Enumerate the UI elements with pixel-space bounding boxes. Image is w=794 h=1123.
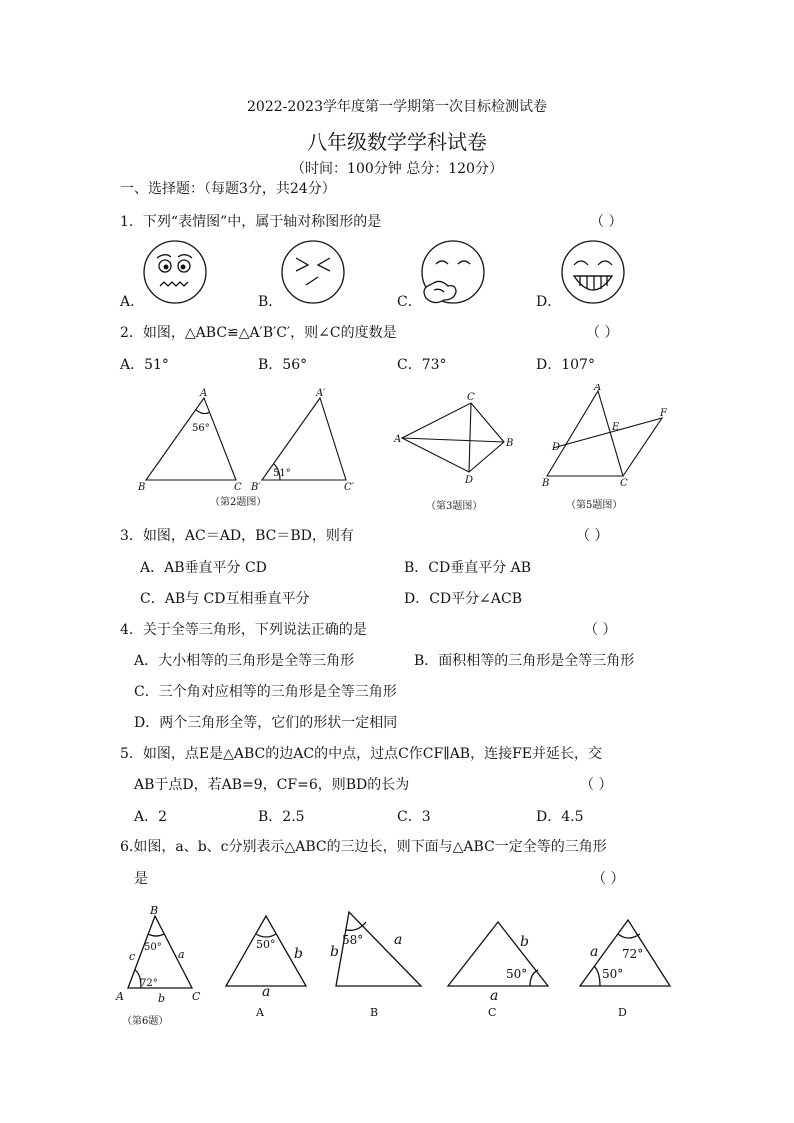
fig5-label-b: B [542, 478, 550, 489]
q3-option-d: D．CD平分∠ACB [404, 591, 523, 607]
fig2-caption: （第2题图） [210, 497, 267, 508]
q6-opt-a-angle: 50° [256, 938, 276, 951]
q3-answer-bracket: （ ） [576, 528, 609, 544]
exam-meta: （时间：100分钟 总分：120分） [291, 161, 503, 177]
fig3-label-b: B [506, 438, 514, 449]
q6-stem-line1: 6.如图，a、b、c分别表示△ABC的三边长，则下面与△ABC一定全等的三角形 [120, 839, 607, 855]
q6-opt-c-side-a: a [490, 988, 499, 1004]
q4-answer-bracket: （ ） [584, 622, 617, 638]
q4-option-a: A．大小相等的三角形是全等三角形 [134, 653, 355, 669]
q1-option-a: A． [120, 294, 145, 310]
q3-option-a: A．AB垂直平分 CD [140, 560, 267, 576]
fig2-label-c2: C′ [344, 482, 354, 493]
q5-stem-line2: AB于点D，若AB=9，CF=6，则BD的长为 [134, 777, 410, 793]
exam-subtitle: 八年级数学学科试卷 [307, 130, 487, 154]
q6-opt-a-side-a: a [262, 984, 271, 1000]
q2-option-d: D．107° [536, 357, 595, 373]
fig5-label-c: C [620, 478, 628, 489]
q6-fig-caption: （第6题） [122, 1016, 169, 1027]
q6-opt-a-side-b: b [294, 946, 303, 962]
emoji-face-a-icon [144, 241, 206, 303]
q6-opt-b-side-a: a [394, 932, 403, 948]
q4-option-d: D．两个三角形全等，它们的形状一定相同 [134, 715, 398, 731]
q6-fig-side-a: a [178, 948, 185, 961]
q2-answer-bracket: （ ） [586, 325, 619, 341]
q6-opt-d-angle-72: 72° [622, 947, 644, 961]
q6-opt-d-angle-50: 50° [602, 967, 624, 981]
q6-fig-label-c: C [192, 990, 201, 1003]
q2-option-a: A．51° [120, 357, 169, 373]
emoji-face-b-icon [282, 241, 344, 303]
q6-fig-side-c: c [129, 950, 136, 963]
q6-opt-c-side-b: b [520, 934, 529, 950]
q6-fig-angle-b: 50° [144, 942, 162, 953]
q6-opt-b-angle: 58° [342, 933, 364, 947]
q6-opt-d-label: D [618, 1006, 627, 1019]
emoji-face-c-icon [422, 241, 484, 303]
fig3-quadrilateral [402, 403, 504, 472]
q1-option-b: B． [258, 294, 283, 310]
q6-opt-c-label: C [488, 1006, 497, 1019]
q3-option-b: B．CD垂直平分 AB [404, 560, 532, 576]
q1-answer-bracket: （ ） [590, 214, 623, 230]
q3-stem: 3．如图，AC＝AD，BC＝BD，则有 [120, 528, 354, 544]
q6-opt-d-side-a: a [590, 944, 599, 960]
q6-fig-angle-a: 72° [140, 978, 158, 989]
fig2-label-a: A [200, 388, 208, 399]
q6-fig-label-a: A [116, 990, 124, 1003]
q1-stem: 1．下列“表情图”中，属于轴对称图形的是 [120, 214, 382, 230]
q5-option-d: D．4.5 [536, 809, 584, 825]
q6-opt-a-label: A [256, 1006, 264, 1019]
q6-figures [110, 904, 680, 1028]
q5-option-a: A．2 [134, 809, 168, 825]
fig3-label-a: A [394, 434, 402, 445]
q4-option-b: B．面积相等的三角形是全等三角形 [414, 653, 635, 669]
figures-row [130, 384, 690, 516]
q6-fig-label-b: B [150, 904, 159, 917]
q5-answer-bracket: （ ） [580, 777, 613, 793]
fig2-triangle-abc [146, 398, 236, 480]
q4-option-c: C．三个角对应相等的三角形是全等三角形 [134, 684, 397, 700]
q6-opt-b-label: B [370, 1006, 379, 1019]
q6-stem-line2: 是 [134, 871, 148, 887]
section-heading: 一、选择题：（每题3分，共24分） [120, 181, 336, 197]
q2-option-c: C．73° [397, 357, 447, 373]
fig2-label-b: B [138, 482, 146, 493]
q2-option-b: B．56° [258, 357, 308, 373]
fig5-triangle-abc [547, 391, 623, 476]
q5-option-b: B．2.5 [258, 809, 305, 825]
q6-fig-side-b: b [158, 992, 166, 1005]
q5-option-c: C．3 [397, 809, 431, 825]
fig5-label-e: E [612, 422, 620, 433]
fig2-label-c: C [234, 482, 242, 493]
fig5-label-f: F [660, 408, 667, 419]
fig5-label-d: D [552, 442, 561, 453]
q5-stem-line1: 5．如图，点E是△ABC的边AC的中点，过点C作CF∥AB，连接FE并延长，交 [120, 746, 603, 762]
fig2-angle-51: 51° [273, 468, 291, 479]
q6-opt-c-angle: 50° [506, 967, 528, 981]
fig3-label-d: D [465, 475, 474, 486]
fig5-caption: （第5题图） [566, 500, 623, 511]
fig2-label-b2: B′ [251, 482, 261, 493]
q6-option-b-triangle [336, 912, 421, 986]
q6-option-c-triangle [448, 922, 548, 986]
exam-title: 2022-2023学年度第一学期第一次目标检测试卷 [247, 99, 547, 115]
fig2-label-a2: A′ [316, 388, 326, 399]
q6-answer-bracket: （ ） [592, 871, 625, 887]
q1-option-d: D． [536, 294, 562, 310]
emoji-face-d-icon [562, 241, 624, 303]
q6-opt-b-side-b: b [330, 944, 339, 960]
q1-option-c: C． [397, 294, 422, 310]
q4-stem: 4．关于全等三角形，下列说法正确的是 [120, 622, 367, 638]
fig3-label-c: C [467, 392, 475, 403]
fig2-angle-56: 56° [192, 423, 210, 434]
fig3-caption: （第3题图） [426, 501, 483, 512]
q2-stem: 2．如图，△ABC≌△A′B′C′，则∠C的度数是 [120, 325, 397, 341]
fig5-lines [553, 418, 662, 476]
fig5-label-a: A [594, 384, 602, 393]
q3-option-c: C．AB与 CD互相垂直平分 [140, 591, 310, 607]
